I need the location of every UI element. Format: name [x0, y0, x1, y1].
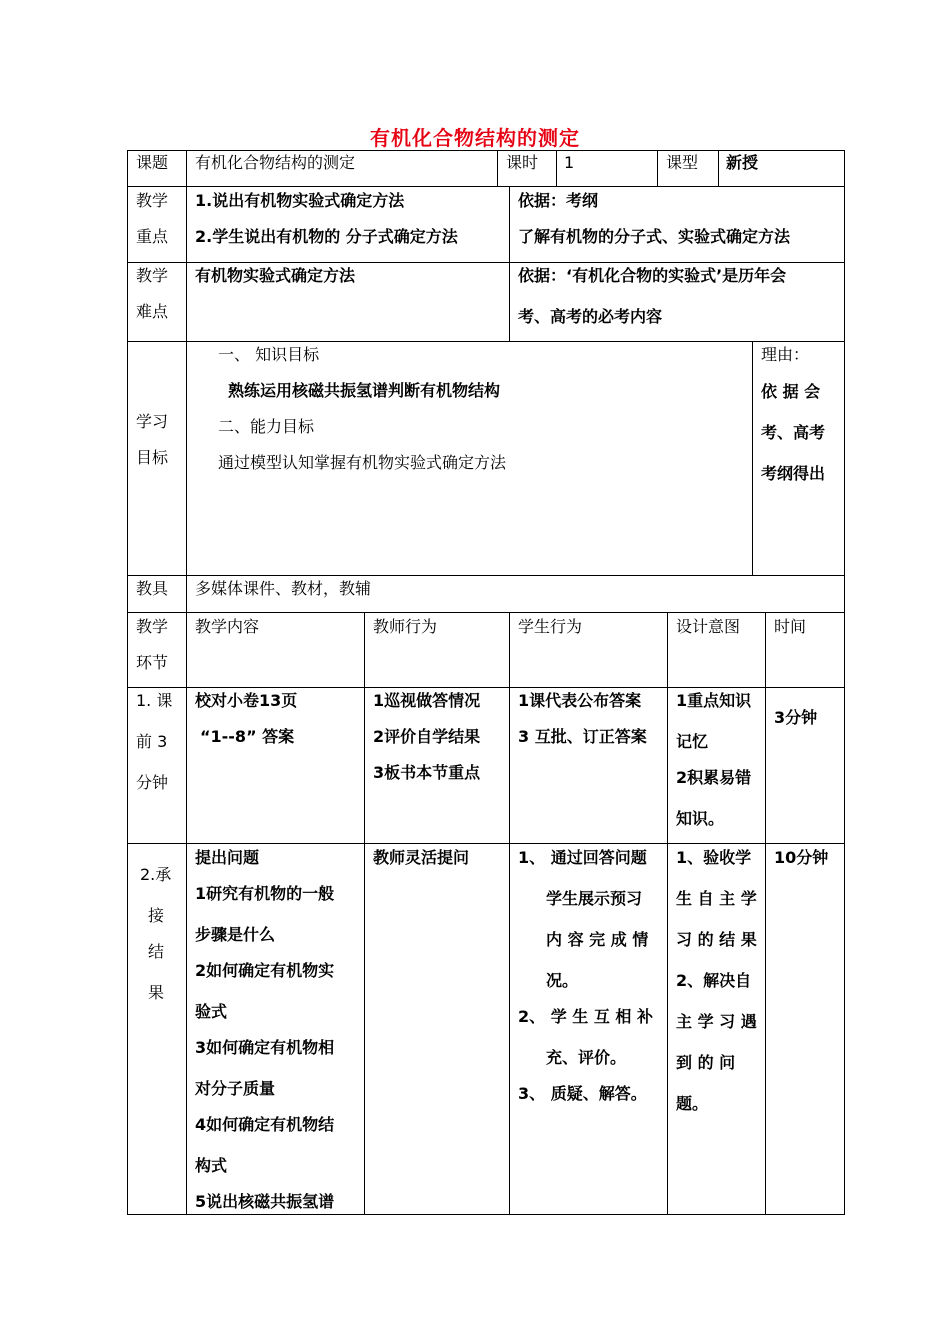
row1-stage-1: 1. 课: [136, 691, 173, 710]
objectives-label-1: 学习: [136, 412, 169, 431]
topic-value: 有机化合物结构的测定: [195, 153, 356, 172]
header-design: 设计意图: [676, 617, 741, 636]
row2-design-6: 到 的 问: [676, 1053, 736, 1072]
row2-design-5: 主 学 习 遇: [676, 1012, 757, 1031]
document-title: 有机化合物结构的测定: [370, 126, 580, 150]
objective-reason-1: 理由：: [761, 345, 810, 364]
row1-time: 3分钟: [774, 708, 818, 727]
row2-design-4: 2、解决自: [676, 971, 752, 990]
row2-content-8: 4如何确定有机物结: [195, 1115, 335, 1134]
row1-student-1: 1课代表公布答案: [518, 691, 642, 710]
difficulty-label-2: 难点: [136, 302, 169, 321]
focus-basis-2: 了解有机物的分子式、实验式确定方法: [518, 227, 791, 246]
focus-label-1: 教学: [136, 191, 169, 210]
row2-stage-4: 果: [148, 983, 165, 1002]
row2-stage-2: 接: [148, 906, 165, 925]
row1-teacher-1: 1巡视做答情况: [373, 691, 481, 710]
row2-stage-1: 2.承: [140, 865, 172, 884]
objective-reason-4: 考纲得出: [761, 464, 826, 483]
period-label: 课时: [506, 153, 539, 172]
difficulty-text: 有机物实验式确定方法: [195, 266, 356, 285]
focus-label-2: 重点: [136, 227, 169, 246]
row1-stage-2: 前 3: [136, 732, 168, 751]
tools-text: 多媒体课件、教材，教辅: [195, 579, 372, 598]
period-value: 1: [564, 153, 575, 172]
row2-design-1: 1、验收学: [676, 848, 752, 867]
header-content: 教学内容: [195, 617, 260, 636]
row1-content-1: 校对小卷13页: [195, 691, 298, 710]
header-stage-2: 环节: [136, 653, 169, 672]
row2-stage-3: 结: [148, 942, 165, 961]
type-value: 新授: [726, 153, 759, 172]
tools-label: 教具: [136, 579, 169, 598]
objective-reason-2: 依 据 会: [761, 382, 821, 401]
row2-student-6: 充、评价。: [546, 1048, 627, 1067]
row2-time: 10分钟: [774, 848, 829, 867]
objective-heading-knowledge: 一、 知识目标: [218, 345, 320, 364]
header-student: 学生行为: [518, 617, 583, 636]
row2-content-9: 构式: [195, 1156, 228, 1175]
row1-design-2: 记忆: [676, 732, 709, 751]
row2-content-2: 1研究有机物的一般: [195, 884, 335, 903]
row2-student-2: 学生展示预习: [546, 889, 643, 908]
row1-design-1: 1重点知识: [676, 691, 752, 710]
type-label: 课型: [666, 153, 699, 172]
topic-label: 课题: [136, 153, 169, 172]
row2-teacher-1: 教师灵活提问: [373, 848, 470, 867]
row2-content-5: 验式: [195, 1002, 228, 1021]
row2-student-3: 内 容 完 成 情: [546, 930, 649, 949]
row2-student-1: 1、 通过回答问题: [518, 848, 647, 867]
objective-ability: 通过模型认知掌握有机物实验式确定方法: [218, 453, 507, 472]
row2-student-7: 3、 质疑、解答。: [518, 1084, 647, 1103]
focus-item-1: 1.说出有机物实验式确定方法: [195, 191, 405, 210]
row2-student-4: 况。: [546, 971, 579, 990]
row2-content-7: 对分子质量: [195, 1079, 276, 1098]
row1-teacher-3: 3板书本节重点: [373, 763, 481, 782]
row1-design-4: 知识。: [676, 809, 725, 828]
row2-content-6: 3如何确定有机物相: [195, 1038, 335, 1057]
difficulty-basis-1: 依据：‘有机化合物的实验式’是历年会: [518, 266, 787, 285]
difficulty-label-1: 教学: [136, 266, 169, 285]
header-stage-1: 教学: [136, 617, 169, 636]
row2-design-3: 习 的 结 果: [676, 930, 757, 949]
header-time: 时间: [774, 617, 807, 636]
row2-student-5: 2、 学 生 互 相 补: [518, 1007, 653, 1026]
objective-knowledge: 熟练运用核磁共振氢谱判断有机物结构: [228, 381, 501, 400]
row1-content-2: “1--8” 答案: [200, 727, 295, 746]
row2-content-4: 2如何确定有机物实: [195, 961, 335, 980]
objective-reason-3: 考、高考: [761, 423, 826, 442]
objectives-label-2: 目标: [136, 448, 169, 467]
header-teacher: 教师行为: [373, 617, 438, 636]
row1-design-3: 2积累易错: [676, 768, 752, 787]
difficulty-basis-2: 考、高考的必考内容: [518, 307, 663, 326]
row1-teacher-2: 2评价自学结果: [373, 727, 481, 746]
row2-content-3: 步骤是什么: [195, 925, 276, 944]
row2-content-10: 5说出核磁共振氢谱: [195, 1192, 335, 1211]
objective-heading-ability: 二、能力目标: [218, 417, 315, 436]
row1-student-2: 3 互批、订正答案: [518, 727, 647, 746]
focus-item-2: 2.学生说出有机物的 分子式确定方法: [195, 227, 458, 246]
row2-content-1: 提出问题: [195, 848, 260, 867]
row2-design-7: 题。: [676, 1094, 709, 1113]
row1-stage-3: 分钟: [136, 773, 169, 792]
focus-basis-1: 依据：考纲: [518, 191, 599, 210]
row2-design-2: 生 自 主 学: [676, 889, 757, 908]
